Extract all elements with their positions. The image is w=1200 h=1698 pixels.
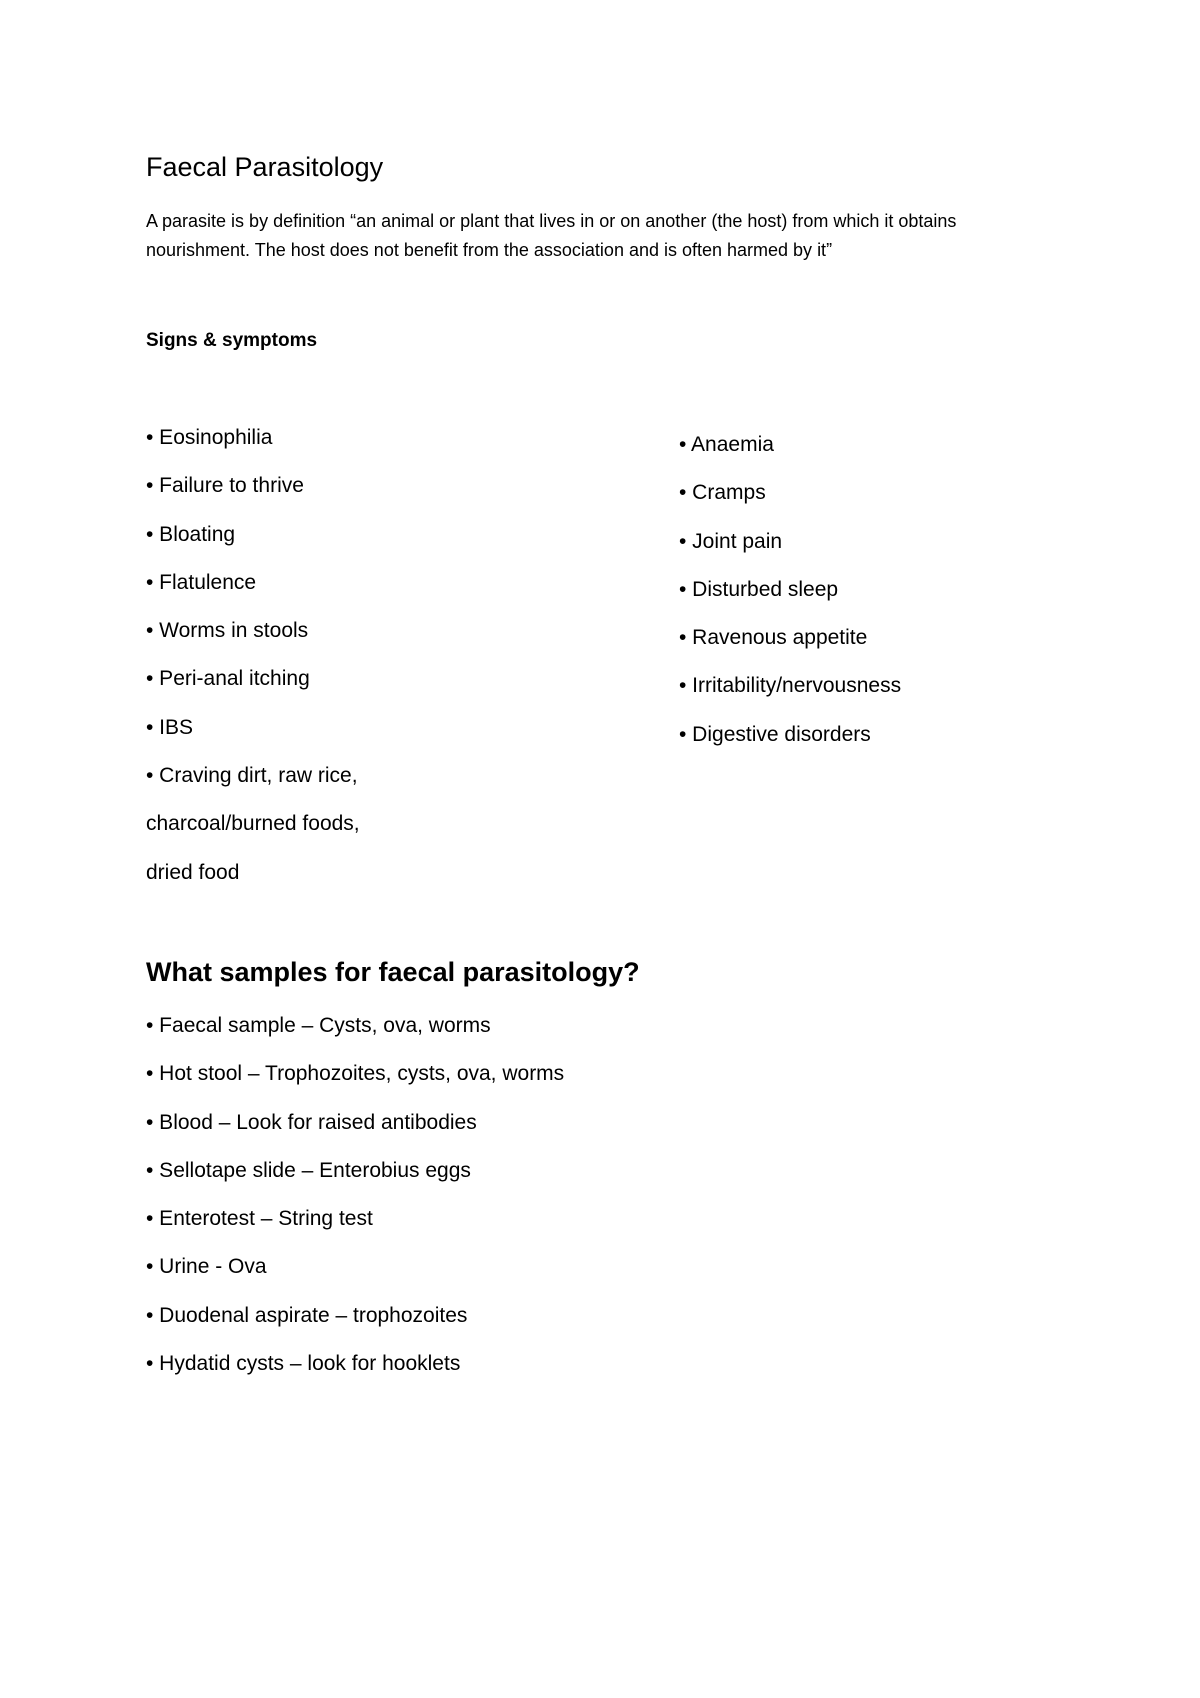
list-item: • Ravenous appetite <box>679 626 868 650</box>
list-item: • Irritability/nervousness <box>679 674 902 698</box>
signs-heading: Signs & symptoms <box>146 330 318 351</box>
signs-list-left <box>146 425 360 908</box>
list-item: • Anaemia <box>679 433 774 456</box>
list-item: • Duodenal aspirate – trophozoites <box>146 1303 468 1327</box>
list-item: • Eosinophilia <box>146 426 273 449</box>
list-item: • Worms in stools <box>146 619 309 643</box>
signs-list-right <box>679 432 901 770</box>
list-item: • Urine - Ova <box>146 1255 267 1279</box>
list-item: • Bloating <box>146 522 236 546</box>
list-item: • Hydatid cysts – look for hooklets <box>146 1352 461 1376</box>
page-title: Faecal Parasitology <box>146 152 384 182</box>
list-item: • Craving dirt, raw rice, <box>146 764 358 788</box>
list-item: • Digestive disorders <box>679 722 871 746</box>
list-item: • Failure to thrive <box>146 474 304 498</box>
samples-heading: What samples for faecal parasitology? <box>146 957 640 987</box>
list-item: • Peri-anal itching <box>146 667 310 691</box>
list-item: • Blood – Look for raised antibodies <box>146 1110 477 1134</box>
samples-list <box>146 1013 564 1399</box>
list-item: • Sellotape slide – Enterobius eggs <box>146 1158 471 1182</box>
list-item: • Disturbed sleep <box>679 577 839 601</box>
list-item: • Cramps <box>679 481 766 505</box>
list-item: • Hot stool – Trophozoites, cysts, ova, worms <box>146 1062 565 1086</box>
list-item: • Faecal sample – Cysts, ova, worms <box>146 1014 491 1037</box>
parasite-definition: A parasite is by definition “an animal or plant that lives in or on another (the host) from which it obtains nourishment. The host does not benefit from the association and is often harmed by it” <box>146 211 957 260</box>
list-item: • IBS <box>146 715 194 739</box>
list-item-continuation: charcoal/burned foods, <box>146 812 360 836</box>
list-item: • Enterotest – String test <box>146 1207 373 1231</box>
list-item-continuation: dried food <box>146 860 240 884</box>
list-item: • Flatulence <box>146 570 257 594</box>
list-item: • Joint pain <box>679 529 783 553</box>
